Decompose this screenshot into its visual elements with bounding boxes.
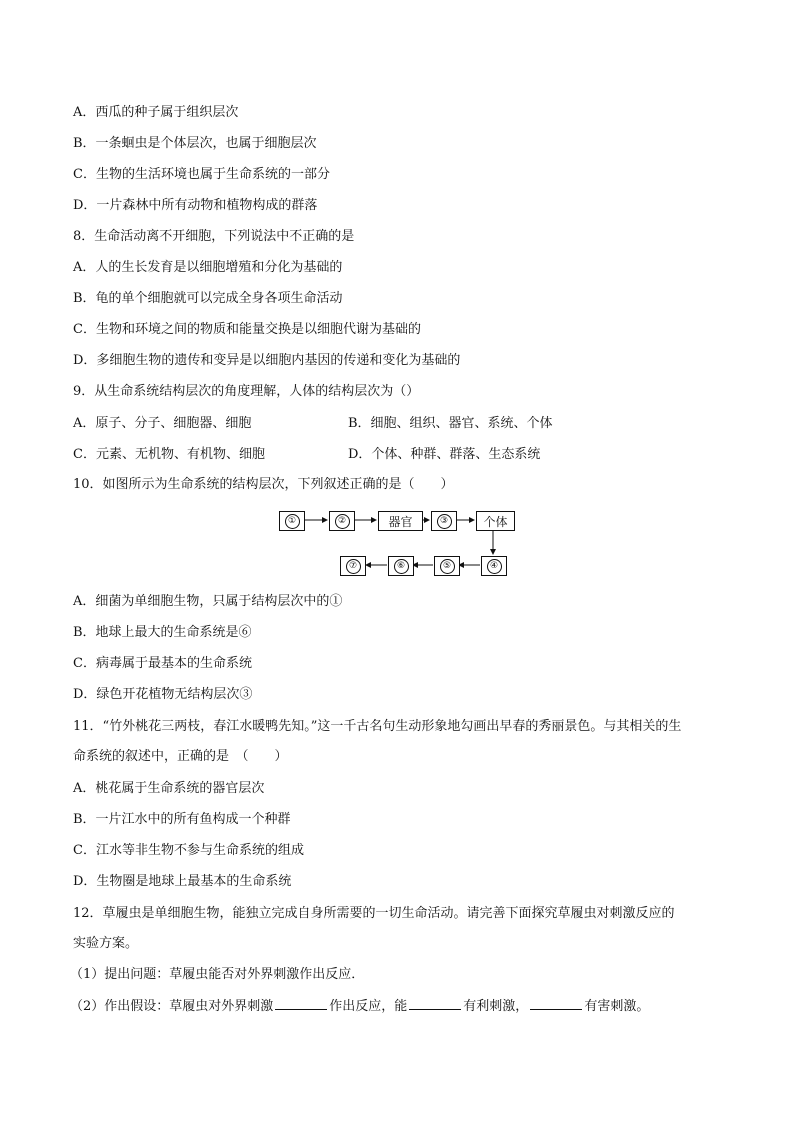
q11-option-a: A．桃花属于生命系统的器官层次 [73, 781, 265, 796]
node-5: ⑤ [434, 556, 460, 576]
option-c: C．生物的生活环境也属于生命系统的一部分 [73, 167, 330, 182]
question-11-line-2: 命系统的叙述中，正确的是 （ ） [73, 749, 288, 764]
q11-option-d: D．生物圈是地球上最基本的生命系统 [73, 874, 292, 889]
option-d: D．一片森林中所有动物和植物构成的群落 [73, 198, 318, 213]
q9-row-2 [73, 446, 734, 464]
question-12-line-2: 实验方案。 [73, 936, 139, 951]
q8-option-b: B．龟的单个细胞就可以完成全身各项生命活动 [73, 291, 343, 306]
node-2: ② [329, 511, 355, 531]
q12-step-2: （2）作出假设：草履虫对外界刺激 作出反应，能 有利刺激， 有害刺激。 [70, 999, 650, 1014]
question-11-line-1: 11．“竹外桃花三两枝，春江水暖鸭先知。”这一千古名句生动形象地勾画出早春的秀丽景色。与其相关的生 [73, 719, 682, 734]
question-10: 10．如图所示为生命系统的结构层次，下列叙述正确的是（ ） [73, 477, 454, 492]
q11-option-c: C．江水等非生物不参与生命系统的组成 [73, 843, 304, 858]
node-7: ⑦ [340, 556, 366, 576]
q8-option-d: D．多细胞生物的遗传和变异是以细胞内基因的传递和变化为基础的 [73, 353, 461, 368]
q9-option-c: C．元素、无机物、有机物、细胞 [73, 447, 265, 462]
q10-option-c: C．病毒属于最基本的生命系统 [73, 656, 252, 671]
question-8: 8．生命活动离不开细胞，下列说法中不正确的是 [73, 229, 355, 244]
option-b: B．一条蛔虫是个体层次，也属于细胞层次 [73, 136, 317, 151]
q12-step-1: （1）提出问题：草履虫能否对外界刺激作出反应． [70, 967, 365, 982]
node-organ: 器官 [378, 511, 423, 531]
node-4: ④ [481, 556, 507, 576]
q10-option-d: D．绿色开花植物无结构层次③ [73, 687, 253, 702]
q9-row-1 [73, 415, 734, 433]
node-individual: 个体 [476, 511, 515, 531]
q9-option-d: D．个体、种群、群落、生态系统 [348, 447, 541, 462]
q8-option-a: A．人的生长发育是以细胞增殖和分化为基础的 [73, 260, 343, 275]
q9-option-a: A．原子、分子、细胞器、细胞 [73, 416, 252, 431]
answer-blank-1[interactable] [275, 997, 327, 1010]
option-a: A．西瓜的种子属于组织层次 [73, 105, 239, 120]
q8-option-c: C．生物和环境之间的物质和能量交换是以细胞代谢为基础的 [73, 322, 421, 337]
answer-blank-3[interactable] [530, 997, 582, 1010]
node-1: ① [279, 511, 305, 531]
question-12-line-1: 12．草履虫是单细胞生物，能独立完成自身所需要的一切生命活动。请完善下面探究草履虫对刺激反应的 [73, 906, 675, 921]
q10-option-a: A．细菌为单细胞生物，只属于结构层次中的① [73, 594, 343, 609]
q9-option-b: B．细胞、组织、器官、系统、个体 [348, 416, 553, 431]
q10-option-b: B．地球上最大的生命系统是⑥ [73, 625, 252, 640]
life-system-diagram [275, 505, 525, 580]
node-3: ③ [431, 511, 457, 531]
node-6: ⑥ [388, 556, 414, 576]
q11-option-b: B．一片江水中的所有鱼构成一个种群 [73, 812, 291, 827]
answer-blank-2[interactable] [409, 997, 461, 1010]
question-9: 9．从生命系统结构层次的角度理解，人体的结构层次为（） [73, 384, 420, 399]
